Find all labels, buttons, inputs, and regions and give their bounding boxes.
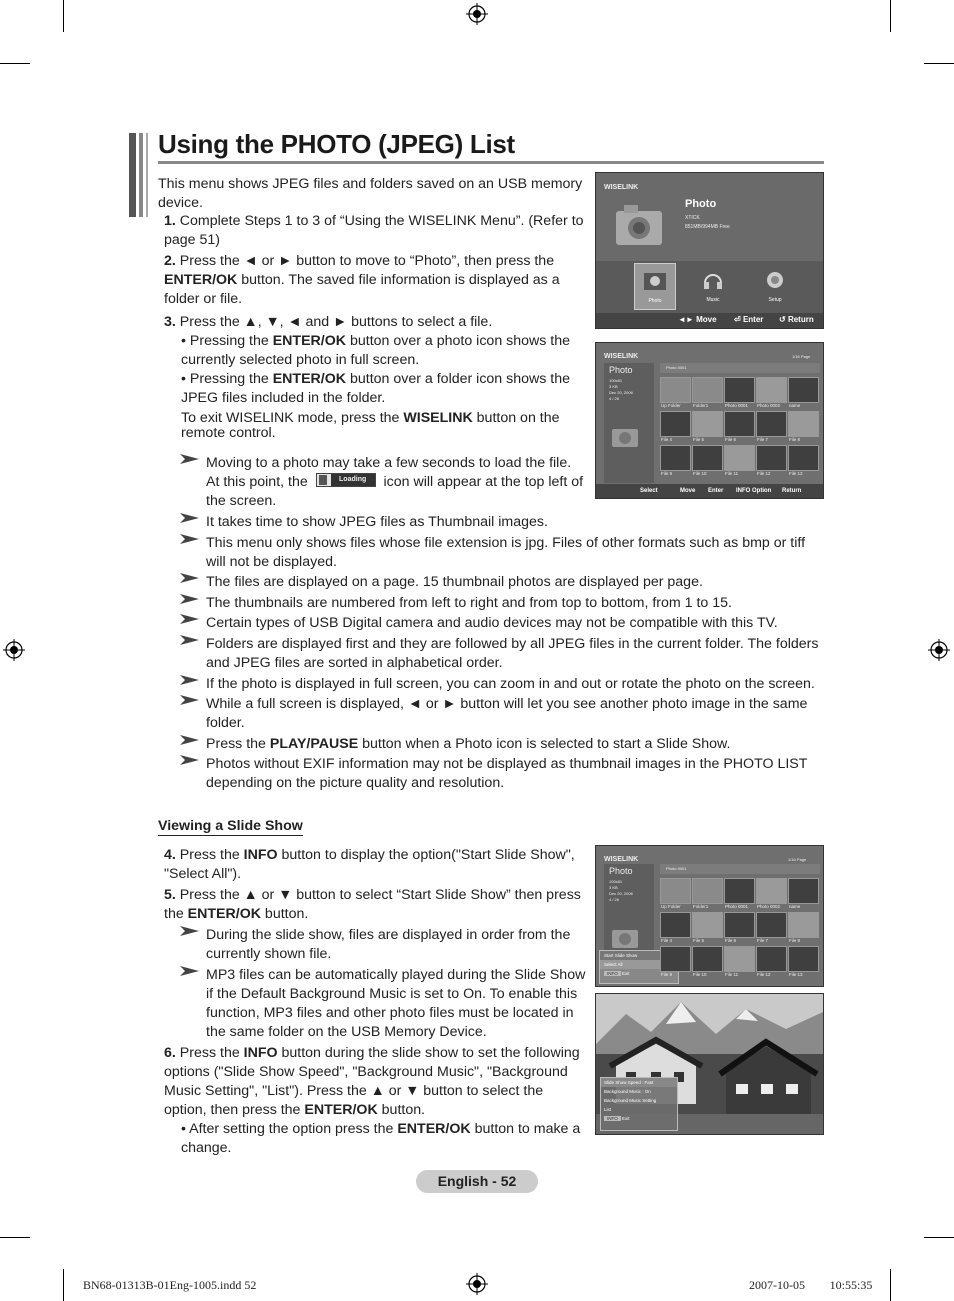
screenshot-wiselink-menu <box>595 172 824 329</box>
thumbnail-label: File 11 <box>725 972 739 977</box>
camera-icon <box>610 924 640 950</box>
step-3-bullet-2 <box>181 370 581 408</box>
photo-icon <box>643 270 667 292</box>
registration-mark-icon <box>466 1273 488 1295</box>
thumbnail-label: Up Folder <box>661 904 681 909</box>
note-11 <box>206 755 816 793</box>
step-text: button. <box>377 1102 426 1118</box>
note-3 <box>206 534 816 572</box>
step-5 <box>164 886 584 924</box>
screenshot-photo-list <box>595 342 824 499</box>
help-bar <box>596 484 823 498</box>
step-6 <box>164 1044 584 1120</box>
capacity-text: 851MB/994MB Free <box>685 224 730 230</box>
photo-thumbnail[interactable] <box>692 946 723 972</box>
headphones-icon <box>702 269 724 291</box>
note-2 <box>206 513 816 532</box>
option-list[interactable]: List <box>604 1107 612 1112</box>
file-header: Photo 0001 <box>660 864 820 874</box>
option-hint: INFO Option <box>736 488 772 494</box>
bullet-text: button to make a change. <box>181 1121 581 1156</box>
thumbnail-label: Up Folder <box>661 403 681 408</box>
registration-mark-icon <box>466 3 488 25</box>
note-text: icon will appear at the top left of <box>383 474 584 490</box>
photo-thumbnail[interactable] <box>756 377 787 403</box>
option-background-music-setting[interactable]: Background Music Setting <box>604 1098 657 1103</box>
enter-ok-label: ENTER/OK <box>187 906 261 922</box>
crop-mark <box>0 63 30 64</box>
photo-thumbnail[interactable] <box>788 878 819 904</box>
note-arrow-icon <box>179 964 201 978</box>
thumbnail-label: Photo 0001 <box>725 904 749 909</box>
exit-text: button on the remote control. <box>181 410 560 441</box>
note-10 <box>206 735 816 754</box>
crop-mark <box>890 1269 891 1301</box>
file-info: 100x81 3 KB Dec 20, 2006 4 / 26 <box>609 879 633 902</box>
note-arrow-icon <box>179 612 201 626</box>
note-text: It takes time to show JPEG files as Thumbnail images. <box>206 514 548 530</box>
step-number: 4. <box>164 847 176 863</box>
page-number-badge: English - 52 <box>416 1170 538 1193</box>
select-hint: Select <box>640 488 658 494</box>
thumbnail-label: File 9 <box>661 972 673 977</box>
screenshot-slideshow-option <box>595 845 824 987</box>
note-text: button when a Photo icon is selected to start a Slide Show. <box>358 736 731 752</box>
step-2 <box>164 252 584 309</box>
step-text: button to display the option("Start Slide Show", "Select All"). <box>164 847 575 882</box>
thumbnail-label: Folder1 <box>693 403 709 408</box>
option-slide-show-speed[interactable]: Slide Show Speed : Fast <box>601 1078 677 1087</box>
info-panel <box>604 864 654 954</box>
enter-hint: ⏎ Enter <box>734 315 764 324</box>
photo-thumbnail[interactable] <box>756 946 787 972</box>
section-title: Photo <box>609 866 633 876</box>
enter-ok-label: ENTER/OK <box>272 371 347 387</box>
step-text: button. <box>260 906 309 922</box>
section-title: Photo <box>609 365 633 375</box>
step-3 <box>164 313 584 332</box>
thumbnail-label: File 6 <box>725 938 737 943</box>
note-text: At this point, the <box>206 474 308 490</box>
note-arrow-icon <box>179 693 201 707</box>
hourglass-icon <box>319 475 327 485</box>
note-text: The thumbnails are numbered from left to right and from top to bottom, from 1 to 15. <box>206 595 732 611</box>
wiselink-logo: WISELINK <box>604 184 639 191</box>
thumbnail-label: File 7 <box>757 437 769 442</box>
step-number: 3. <box>164 314 176 330</box>
camera-icon <box>610 423 640 449</box>
thumbnail-label: File 8 <box>789 938 801 943</box>
folder-thumbnail[interactable] <box>692 377 723 403</box>
crop-mark <box>924 1237 954 1238</box>
thumbnail-label: File 11 <box>725 471 739 476</box>
thumbnail-label: File 9 <box>661 471 673 476</box>
thumbnail-label: File 13 <box>789 972 803 977</box>
thumbnail-label: Photo 0001 <box>725 403 749 408</box>
photo-thumbnail[interactable] <box>660 912 691 938</box>
note-9 <box>206 695 816 733</box>
note-12 <box>206 926 586 964</box>
bullet-text: button over a folder icon shows the JPEG files included in the folder. <box>181 371 571 406</box>
note-text: Moving to a photo may take a few seconds to load the file. <box>206 455 572 471</box>
crop-mark <box>63 1269 64 1301</box>
info-label: INFO <box>243 847 278 863</box>
note-text: During the slide show, files are displayed in order from the currently shown file. <box>206 927 571 962</box>
menu-item-music[interactable] <box>696 263 730 308</box>
crop-mark <box>890 0 891 32</box>
thumbnail-label: File 12 <box>757 972 771 977</box>
menu-item-photo[interactable] <box>634 263 676 310</box>
thumbnail-label: Photo 0002 <box>757 904 781 909</box>
note-arrow-icon <box>179 532 201 546</box>
photo-thumbnail[interactable] <box>724 377 755 403</box>
thumbnail-label: File 10 <box>693 471 707 476</box>
photo-thumbnail[interactable] <box>724 946 755 972</box>
note-loading <box>206 454 586 511</box>
crop-mark <box>924 63 954 64</box>
photo-thumbnail[interactable] <box>660 411 691 437</box>
thumbnail-label: File 6 <box>725 437 737 442</box>
play-pause-label: PLAY/PAUSE <box>269 736 359 752</box>
photo-thumbnail[interactable] <box>756 878 787 904</box>
photo-thumbnail[interactable] <box>756 411 787 437</box>
step-text: Press the ◄ or ► button to move to “Photo”, then press the <box>179 253 555 269</box>
thumbnail-label: name <box>789 403 801 408</box>
info-badge: INFO <box>604 1116 621 1121</box>
photo-thumbnail[interactable] <box>724 878 755 904</box>
exit-label: Exit <box>622 1116 630 1121</box>
note-text: If the photo is displayed in full screen, you can zoom in and out or rotate the photo on the screen. <box>206 676 815 692</box>
option-select-all[interactable]: Select All <box>600 960 678 969</box>
intro-text: This menu shows JPEG files and folders saved on an USB memory device. <box>158 176 583 211</box>
screenshot-slideshow <box>595 993 824 1135</box>
popup-exit-row[interactable] <box>601 1114 677 1123</box>
file-header: Photo 0001 <box>660 363 820 373</box>
slideshow-options-popup <box>600 1077 678 1131</box>
note-text: Folders are displayed first and they are followed by all JPEG files in the current folder. The folders and JPEG files are sorted in alphabetical order. <box>206 636 819 671</box>
slideshow-heading: Viewing a Slide Show <box>158 818 303 834</box>
photo-thumbnail[interactable] <box>788 377 819 403</box>
note-arrow-icon <box>179 571 201 585</box>
photo-thumbnail[interactable] <box>724 445 755 471</box>
note-arrow-icon <box>179 511 201 525</box>
step-6-bullet <box>181 1120 581 1158</box>
info-panel <box>604 363 654 483</box>
wiselink-logo: WISELINK <box>604 353 639 360</box>
enter-ok-label: ENTER/OK <box>304 1102 378 1118</box>
page-indicator: 1/16 Page <box>792 354 811 359</box>
thumbnail-label: File 4 <box>661 938 673 943</box>
note-arrow-icon <box>179 452 201 466</box>
photo-thumbnail[interactable] <box>660 946 691 972</box>
enter-ok-label: ENTER/OK <box>164 272 238 288</box>
photo-thumbnail[interactable] <box>788 445 819 471</box>
return-hint: Return <box>782 488 802 494</box>
note-6 <box>206 614 816 633</box>
exit-label: Exit <box>622 971 630 976</box>
thumbnail-label: File 5 <box>693 437 705 442</box>
file-info: 100x81 3 KB Dec 20, 2006 4 / 26 <box>609 378 633 401</box>
info-label: INFO <box>243 1045 278 1061</box>
thumbnail-label: File 10 <box>693 972 707 977</box>
thumbnail-label: File 13 <box>789 471 803 476</box>
folder-thumbnail[interactable] <box>660 377 691 403</box>
bullet-text: button over a photo icon shows the currently selected photo in full screen. <box>181 333 571 368</box>
registration-mark-icon <box>3 639 25 661</box>
thumbnail-label: File 5 <box>693 938 705 943</box>
photo-thumbnail[interactable] <box>788 411 819 437</box>
thumbnail-label: File 4 <box>661 437 673 442</box>
step-number: 2. <box>164 253 176 269</box>
bullet-text: • Pressing the <box>181 333 273 349</box>
menu-item-setup[interactable] <box>758 263 792 308</box>
timestamp-slug: 2007-10-05 ￿￿ 10:55:35 <box>749 1278 873 1292</box>
thumbnail-label: File 8 <box>789 437 801 442</box>
note-4 <box>206 573 816 592</box>
return-hint: ↺ Return <box>779 315 814 324</box>
step-4 <box>164 846 584 884</box>
photo-thumbnail[interactable] <box>692 912 723 938</box>
enter-ok-label: ENTER/OK <box>272 333 347 349</box>
photo-thumbnail[interactable] <box>724 411 755 437</box>
crop-mark <box>63 0 64 32</box>
note-line <box>206 473 586 492</box>
thumbnail-label: File 7 <box>757 938 769 943</box>
option-background-music[interactable]: Background Music : On <box>604 1089 651 1094</box>
note-text: the screen. <box>206 493 277 509</box>
camera-icon <box>614 201 666 249</box>
note-text: Certain types of USB Digital camera and audio devices may not be compatible with this TV. <box>206 615 778 631</box>
menu-label: Setup <box>768 297 782 303</box>
note-text: While a full screen is displayed, ◄ or ► button will let you see another photo image in the same folder. <box>206 696 808 731</box>
photo-thumbnail[interactable] <box>692 445 723 471</box>
wiselink-label: WISELINK <box>403 410 473 426</box>
note-text: The files are displayed on a page. 15 thumbnail photos are displayed per page. <box>206 574 703 590</box>
bullet-text: • Pressing the <box>181 371 273 387</box>
thumbnail-label: Folder1 <box>693 904 709 909</box>
menu-label: Photo <box>648 298 662 304</box>
info-badge: INFO <box>604 971 621 976</box>
page-title: Using the PHOTO (JPEG) List <box>158 129 515 159</box>
photo-thumbnail[interactable] <box>756 445 787 471</box>
photo-thumbnail[interactable] <box>660 445 691 471</box>
registration-mark-icon <box>928 639 950 661</box>
step-1 <box>164 212 584 250</box>
step-text: Press the ▲ or ▼ button to select “Start Slide Show” then press the <box>164 887 581 922</box>
step-text: button during the slide show to set the following options ("Slide Show Speed", "Background Music", "Background Music Setting", "List"). Press the ▲ or ▼ button to select the option, then press the <box>164 1045 580 1118</box>
note-text: Press the <box>206 736 270 752</box>
note-arrow-icon <box>179 924 201 938</box>
enter-hint: Enter <box>708 488 724 494</box>
move-hint: Move <box>680 488 696 494</box>
note-arrow-icon <box>179 673 201 687</box>
section-title: Photo <box>685 198 717 210</box>
option-start-slide-show[interactable]: Start Slide Show <box>600 951 678 960</box>
thumbnail-label: name <box>789 904 801 909</box>
loading-label: Loading <box>331 474 375 486</box>
bullet-text: • After setting the option press the <box>181 1121 398 1137</box>
wiselink-logo: WISELINK <box>604 856 639 863</box>
enter-ok-label: ENTER/OK <box>397 1121 471 1137</box>
step-text: Press the ▲, ▼, ◄ and ► buttons to select a file. <box>179 314 493 330</box>
note-arrow-icon <box>179 733 201 747</box>
step-number: 5. <box>164 887 176 903</box>
step-text: Press the <box>179 847 244 863</box>
device-name: XTICK <box>685 215 700 221</box>
note-arrow-icon <box>179 753 201 767</box>
thumbnail-label: Photo 0002 <box>757 403 781 408</box>
step-number: 1. <box>164 213 176 229</box>
photo-thumbnail[interactable] <box>788 946 819 972</box>
note-text: MP3 files can be automatically played during the Slide Show if the Default Background Music is set to On. To enable this function, MP3 files and other photo files must be located in the same folder on the USB Memory Device. <box>206 967 586 1040</box>
step-text: Press the <box>179 1045 244 1061</box>
crop-mark <box>0 1237 30 1238</box>
photo-thumbnail[interactable] <box>724 912 755 938</box>
move-hint: ◄► Move <box>678 315 717 324</box>
file-slug: BN68-01313B-01Eng-1005.indd 52 <box>83 1278 257 1292</box>
step-text: Complete Steps 1 to 3 of “Using the WISELINK Menu”. (Refer to page 51) <box>164 213 584 248</box>
loading-indicator <box>316 473 376 487</box>
photo-thumbnail[interactable] <box>756 912 787 938</box>
thumbnail-label: File 12 <box>757 471 771 476</box>
photo-thumbnail[interactable] <box>692 411 723 437</box>
help-bar <box>596 313 823 328</box>
note-7 <box>206 635 822 673</box>
folder-thumbnail[interactable] <box>692 878 723 904</box>
step-number: 6. <box>164 1045 176 1061</box>
menu-label: Music <box>706 297 720 303</box>
note-13 <box>206 966 586 1042</box>
step-text: button. The saved file information is displayed as a folder or file. <box>164 272 560 307</box>
exit-instruction <box>181 411 581 441</box>
title-rule <box>158 161 824 164</box>
note-arrow-icon <box>179 633 201 647</box>
step-3-bullet-1 <box>181 332 581 370</box>
note-5 <box>206 594 816 613</box>
folder-thumbnail[interactable] <box>660 878 691 904</box>
gear-icon <box>764 269 786 291</box>
note-text: This menu only shows files whose file extension is jpg. Files of other formats such as bmp or tiff will not be displayed. <box>206 535 806 570</box>
note-arrow-icon <box>179 592 201 606</box>
note-8 <box>206 675 822 694</box>
page-indicator: 1/16 Page <box>788 857 807 862</box>
note-text: Photos without EXIF information may not be displayed as thumbnail images in the PHOTO LIST depending on the picture quality and resolution. <box>206 756 808 791</box>
photo-thumbnail[interactable] <box>788 912 819 938</box>
exit-text: To exit WISELINK mode, press the <box>181 410 404 426</box>
